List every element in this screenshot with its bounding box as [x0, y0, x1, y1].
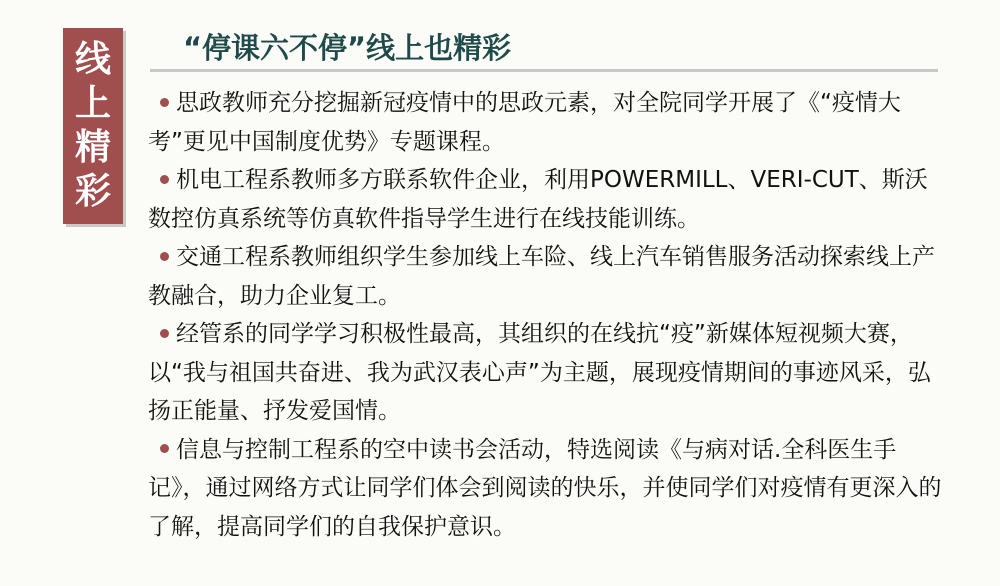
list-item-text: 信息与控制工程系的空中读书会活动，特选阅读《与病对话.全科医生手记》，通过网络方式让同学们体会到阅读的快乐，并使同学们对疫情有更深入的了解，提高同学们的自我保护意识。: [148, 436, 942, 540]
title-divider: [150, 69, 938, 72]
page-title: “停课六不停”线上也精彩: [183, 31, 512, 65]
bullet-dot-icon: [160, 444, 169, 453]
list-item: [148, 315, 943, 431]
list-item: [148, 161, 943, 238]
list-item-text: 机电工程系教师多方联系软件企业，利用POWERMILL、VERI-CUT、斯沃数控仿真系统等仿真软件指导学生进行在线技能训练。: [148, 167, 928, 232]
list-item-text: 经管系的同学学习积极性最高，其组织的在线抗“疫”新媒体短视频大赛，以“我与祖国共奋进、我为武汉表心声”为主题，展现疫情期间的事迹风采，弘扬正能量、抒发爱国情。: [148, 321, 931, 424]
list-item: [148, 238, 943, 315]
section-tag-char: 上: [74, 83, 111, 124]
section-tag-char: 彩: [74, 171, 111, 212]
list-item: [148, 431, 943, 547]
section-tag: [63, 28, 123, 224]
list-item-text: 交通工程系教师组织学生参加线上车险、线上汽车销售服务活动探索线上产教融合，助力企业复工。: [148, 244, 935, 309]
bullet-dot-icon: [160, 329, 169, 338]
bullet-dot-icon: [160, 252, 169, 261]
bullet-dot-icon: [160, 98, 169, 107]
section-tag-char: 线: [74, 39, 111, 80]
section-tag-char: 精: [74, 127, 111, 168]
list-item-text: 思政教师充分挖掘新冠疫情中的思政元素，对全院同学开展了《“疫情大考”更见中国制度优势》专题课程。: [148, 90, 901, 155]
bullet-dot-icon: [160, 175, 169, 184]
bullet-list: [148, 84, 943, 546]
list-item: [148, 84, 943, 161]
